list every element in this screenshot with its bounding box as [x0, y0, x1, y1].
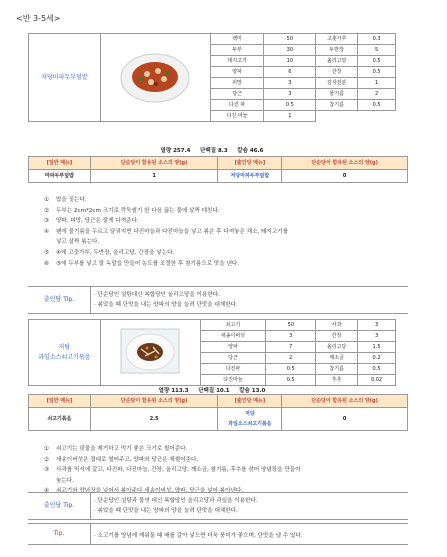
recipe2-nutrition: [28, 386, 396, 394]
recipe2-photo-cell: [100, 320, 200, 386]
ingredient-name: 올리고당: [316, 56, 358, 67]
recipe1-tip-box: [28, 286, 408, 314]
mapo-tofu-photo: [118, 46, 192, 106]
recipe2-steps: [44, 444, 301, 497]
ingredient-amount: 1.5: [358, 342, 396, 353]
calcium-value: 46.6: [249, 148, 264, 154]
protein-value: 8.3: [217, 148, 228, 154]
ingredient-amount: 3: [266, 331, 316, 342]
general-menu-sauce: 2.5: [90, 408, 218, 431]
recipe1-ingredient-table: [28, 33, 396, 122]
ingredient-name: 다진 마늘: [210, 111, 264, 122]
ingredient-amount: 50: [264, 34, 316, 45]
protein-label: 단백질: [198, 388, 215, 394]
ingredient-amount: 30: [264, 45, 316, 56]
compare-header: [일반 메뉴]: [29, 157, 91, 170]
tip-label: 출인당 Tip.: [28, 493, 91, 519]
ingredient-amount: 0.5: [358, 56, 396, 67]
ingredient-amount: 5: [358, 45, 396, 56]
step-item-continued: 놓는다.: [56, 477, 74, 484]
ingredient-name: 간장: [316, 331, 358, 342]
kcal-value: 257.4: [173, 148, 191, 154]
compare-header: [출인당 메뉴]: [218, 157, 282, 170]
ingredient-name: 다진마늘: [200, 375, 266, 386]
step-item: ④ 팬에 물기름을 두르고 달궈지면 다진마늘과 다진마늘을 넣고 볶은 후 다져놓은 채소, 돼지고기를: [44, 228, 289, 235]
ingredient-amount: 10: [264, 56, 316, 67]
step-item: ② 새송이버섯은 결대로 썰어주고, 양파와 당근은 채썰어준다.: [44, 456, 199, 463]
step-item: ⑤ ④에 고춧가루, 두반장, 올리고당, 간장을 넣는다.: [44, 249, 175, 256]
ingredient-amount: 0.5: [358, 100, 396, 111]
step-item: ② 두부는 2cm*2cm 크기로 깍둑썰기 한 다음 끓는 물에 살짝 데친다.: [44, 207, 220, 214]
ingredient-amount: 7: [266, 342, 316, 353]
ingredient-name: 다진 파: [210, 100, 264, 111]
tip-line: · 볶았을 때 단맛을 내는 양파의 양을 늘려 단맛을 대체한다.: [94, 302, 238, 308]
recipe2-dish-name: [29, 320, 101, 386]
compare-header: [출인당 메뉴]: [218, 395, 282, 408]
tip-line: · 볶았을 때 단맛을 내는 양파의 양을 늘려 단맛을 대체한다.: [94, 508, 238, 514]
calcium-label: 칼슘: [239, 388, 250, 394]
protein-label: 단백질: [200, 148, 217, 154]
ingredient-name: 돼지고기: [210, 56, 264, 67]
recipe2-tip-box: [28, 492, 408, 520]
tip-line: · 단순당인 설탕과 물엿 대신 복합당인 올리고당과 과일을 이용한다.: [94, 498, 258, 504]
ingredient-amount: 0.5: [264, 100, 316, 111]
ingredient-amount: 0.3: [358, 34, 396, 45]
ingredient-name: 사과: [316, 320, 358, 331]
ingredient-name: 백미: [210, 34, 264, 45]
lowsugar-menu-name: 저당마파두부덮밥: [218, 170, 282, 183]
compare-header: 단순당이 함유된 소스의 양(g): [282, 395, 408, 408]
step-item: ⑥ ⑤에 두부를 넣고 잘 녹말을 만들어 농도를 조절한 후 참기름으로 맛을 낸다.: [44, 260, 240, 267]
ingredient-name: 두반장: [316, 45, 358, 56]
ingredient-amount: 0.5: [358, 67, 396, 78]
ingredient-name: 고춧가루: [316, 34, 358, 45]
ingredient-amount: 0.5: [266, 364, 316, 375]
general-menu-name: 마파두부덮밥: [29, 170, 91, 183]
ingredient-amount: 6: [264, 67, 316, 78]
ingredient-name: 당근: [210, 89, 264, 100]
section-title: <반 3-5세>: [16, 14, 61, 23]
lowsugar-menu-sauce: 0: [282, 408, 408, 431]
step-item: ③ 양파, 피망, 당근은 잘게 다져준다.: [44, 218, 139, 225]
kcal-value: 113.3: [171, 388, 189, 394]
ingredient-amount: 1: [358, 78, 396, 89]
tip-line: · 소고기를 양념에 재워둘 때 배를 갈아 넣으면 더욱 풍미가 좋으며, 단맛을 낼 수 있다.: [94, 533, 303, 539]
dish-name-line: 과일소스쇠고기볶음: [38, 353, 91, 361]
ingredient-name: 당근: [200, 353, 266, 364]
step-item: ④ 쇠고기와 양념장을 넣어서 볶아주다 새송이버섯, 양파, 당근을 넣어 볶아낸다.: [44, 488, 244, 495]
ingredient-amount: 0.2: [358, 353, 396, 364]
compare-header: [일반 메뉴]: [29, 395, 91, 408]
recipe1-nutrition: [28, 146, 396, 154]
beef-stirfry-photo: [119, 327, 181, 375]
recipe1-dish-name: 저당마파두부덮밥: [29, 34, 101, 122]
recipe2-comparison-table: [28, 394, 408, 431]
ingredient-amount: 0.5: [358, 364, 396, 375]
ingredient-name: 물기름: [316, 89, 358, 100]
tip-label: 출인당 Tip.: [28, 287, 91, 313]
ingredient-name: 두부: [210, 45, 264, 56]
ingredient-name: 새송이버섯: [200, 331, 266, 342]
ingredient-name: 참기름: [316, 100, 358, 111]
ingredient-name: 감자전분: [316, 78, 358, 89]
compare-header: 단순당이 함유된 소스의 양(g): [282, 157, 408, 170]
recipe1-steps: [44, 195, 288, 269]
ingredient-name: 깨소금: [316, 353, 358, 364]
compare-header: 단순당이 함유된 소스의 양(g): [90, 157, 218, 170]
ingredient-amount: 0.5: [266, 375, 316, 386]
ingredient-amount: 3: [358, 320, 396, 331]
step-item: ③ 사과를 믹서에 갈고, 다진파, 다진마늘, 간장, 올리고당, 깨소금, 참기름, 후추를 섞어 양념장을 만들어: [44, 467, 301, 474]
tip-line: · 단순당인 설탕대신 복합당인 올리고당을 이용한다.: [94, 292, 220, 298]
ingredient-amount: 2: [358, 89, 396, 100]
ingredient-name: 참기름: [316, 364, 358, 375]
ingredient-amount: 1: [264, 111, 316, 122]
dish-name-line: 저당: [58, 343, 71, 351]
ingredient-name: 양파: [210, 67, 264, 78]
ingredient-name: 피망: [210, 78, 264, 89]
ingredient-amount: 3: [358, 331, 396, 342]
ingredient-amount: 2: [266, 353, 316, 364]
compare-header: 단순당이 함유된 소스의 양(g): [90, 395, 218, 408]
calcium-value: 13.0: [251, 388, 266, 394]
step-item-continued: 넣고 살짝 볶는다.: [56, 239, 100, 246]
final-tip-box: [28, 523, 408, 545]
ingredient-name: 간장: [316, 67, 358, 78]
general-menu-name: 쇠고기볶음: [29, 408, 91, 431]
calcium-label: 칼슘: [237, 148, 248, 154]
ingredient-amount: 50: [266, 320, 316, 331]
ingredient-amount: 3: [264, 78, 316, 89]
ingredient-amount: 0.02: [358, 375, 396, 386]
recipe2-ingredient-table: [28, 319, 396, 386]
ingredient-name: 쇠고기: [200, 320, 266, 331]
general-menu-sauce: 1: [90, 170, 218, 183]
tip-label: Tip.: [28, 524, 91, 544]
recipe1-comparison-table: [28, 156, 408, 183]
lowsugar-menu-name: 저당 과일소스쇠고기볶음: [218, 408, 282, 431]
ingredient-name: 후추: [316, 375, 358, 386]
kcal-label: 열량: [158, 388, 170, 394]
ingredient-name: 다진파: [200, 364, 266, 375]
step-item: ① 쇠고기는 핏물을 제거하고 먹기 좋은 크기로 썰어준다.: [44, 446, 188, 452]
step-item: ① 밥을 짓는다.: [44, 197, 87, 203]
recipe1-photo-cell: [100, 34, 210, 122]
ingredient-name: 올리고당: [316, 342, 358, 353]
kcal-label: 열량: [160, 148, 172, 154]
ingredient-amount: 3: [264, 89, 316, 100]
ingredient-name: 양파: [200, 342, 266, 353]
protein-value: 10.1: [216, 388, 230, 394]
lowsugar-menu-sauce: 0: [282, 170, 408, 183]
